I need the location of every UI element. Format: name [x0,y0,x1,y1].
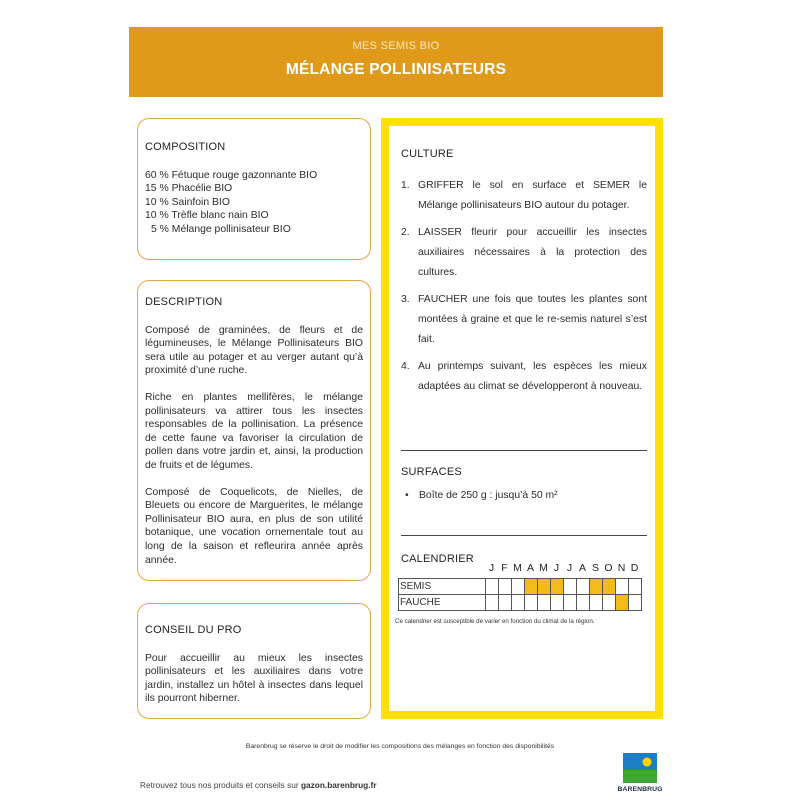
composition-item: 10 % Sainfoin BIO [145,196,230,208]
divider [401,450,647,451]
website-link[interactable]: gazon.barenbrug.fr [300,780,377,790]
calendar-month: A [526,562,534,574]
calendar-month: S [591,562,599,574]
calendar-cell [499,595,512,611]
step-text: LAISSER fleurir pour accueillir les insectes auxiliaires nécessaires à la protection des cultures. [418,227,647,278]
calendar-cell [486,579,499,595]
calendar-cell [616,579,629,595]
conseil-title: CONSEIL DU PRO [145,624,242,636]
calendar-month: N [617,562,626,574]
calendar-note: Ce calendrier est susceptible de varier en fonction du climat de la région. [395,618,595,625]
calendar-month: J [566,562,573,574]
calendar-cell-active [551,579,564,595]
calendar-row [399,579,642,595]
calendar-cell [525,595,538,611]
composition-item: 15 % Phacélie BIO [145,183,233,195]
calendar-row [399,595,642,611]
calendar-cell [486,595,499,611]
header-banner [129,27,663,97]
calendar-cell [629,595,642,611]
calendar-cell [551,595,564,611]
calendar-month: M [539,562,548,574]
step-number: 4. [401,361,410,372]
step-text: Au printemps suivant, les espèces les mieux adaptées au climat se développeront à nouveau. [418,361,647,392]
calendar-cell [564,595,577,611]
step-number: 3. [401,294,410,305]
surfaces-title: SURFACES [401,466,462,478]
calendar-month: A [578,562,586,574]
calendar-month: D [630,562,639,574]
calendar-month: M [513,562,522,574]
culture-step [401,290,647,350]
calendar-cell [512,579,525,595]
description-paragraph: Riche en plantes mellifères, le mélange pollinisateurs va attirer tous les insectes responsables de la pollinisation. La présence de cette faune va favoriser la circulation de pollen dans votre jardin et, ainsi, la production de fruits et de légumes. [145,391,363,471]
calendar-cell [629,579,642,595]
divider [401,535,647,536]
culture-step [401,357,647,397]
calendar-cell [538,595,551,611]
calendar-table [398,578,642,611]
culture-steps [401,176,647,404]
composition-title: COMPOSITION [145,141,226,153]
calendar-month: J [553,562,560,574]
description-box [137,280,371,581]
calendar-cell-active [590,579,603,595]
logo-text: BARENBRUG [617,786,663,793]
calendar-row-label: FAUCHE [399,595,486,611]
footer-text: Retrouvez tous nos produits et conseils sur [140,780,301,790]
conseil-box [137,603,371,719]
calendar-cell [577,595,590,611]
calendar-cell-active [603,579,616,595]
step-number: 2. [401,227,410,238]
footer [140,780,377,790]
composition-item: 10 % Trèfle blanc nain BIO [145,210,269,222]
calendar-month: J [488,562,495,574]
surfaces-item [401,490,558,501]
culture-panel [381,118,663,719]
calendar-cell [603,595,616,611]
calendar-cell [512,595,525,611]
culture-step [401,176,647,216]
composition-box [137,118,371,260]
barenbrug-logo-icon [623,753,657,783]
page-title: MÉLANGE POLLINISATEURS [285,61,507,78]
description-title: DESCRIPTION [145,296,223,308]
composition-item: 60 % Fétuque rouge gazonnante BIO [145,169,318,181]
calendar-title: CALENDRIER [401,553,474,565]
header-subtitle: MES SEMIS BIO [352,40,440,52]
description-paragraph: Composé de Coquelicots, de Nielles, de Bleuets ou encore de Marguerites, le mélange Pollinisateur BIO aura, en plus de son utilité botanique, une vocation ornementale tout au long de la saison et refleurira année après année. [145,486,363,566]
calendar-row-label: SEMIS [399,579,486,595]
calendar-cell [564,579,577,595]
step-text: FAUCHER une fois que toutes les plantes sont montées à graine et que le re-semis naturel s’est fait. [418,294,647,345]
footnote: Barenbrug se réserve le droit de modifier les compositions des mélanges en fonction des disponibilités [245,743,555,750]
description-paragraph: Composé de graminées, de fleurs et de légumineuses, le Mélange Pollinisateurs BIO sera utile au potager et au verger autant qu’à proximité d’une ruche. [145,324,363,377]
calendar-cell-active [538,579,551,595]
calendar-cell [590,595,603,611]
calendar-cell-active [616,595,629,611]
culture-title: CULTURE [401,148,454,160]
calendar-cell [499,579,512,595]
calendar-cell [577,579,590,595]
step-text: GRIFFER le sol en surface et SEMER le Mélange pollinisateurs BIO autour du potager. [418,180,647,211]
calendar-months [485,562,641,574]
calendar-cell-active [525,579,538,595]
bullet-icon: • [405,490,409,501]
culture-step [401,223,647,283]
calendar-month: F [501,562,508,574]
calendar-month: O [604,562,613,574]
conseil-text: Pour accueillir au mieux les insectes pollinisateurs et les auxiliaires dans votre jardin, installez un hôtel à insectes dans lequel ils pourront hiberner. [145,652,363,705]
composition-item: 5 % Mélange pollinisateur BIO [151,223,291,235]
surfaces-text: Boîte de 250 g : jusqu’à 50 m² [419,490,558,501]
step-number: 1. [401,180,410,191]
